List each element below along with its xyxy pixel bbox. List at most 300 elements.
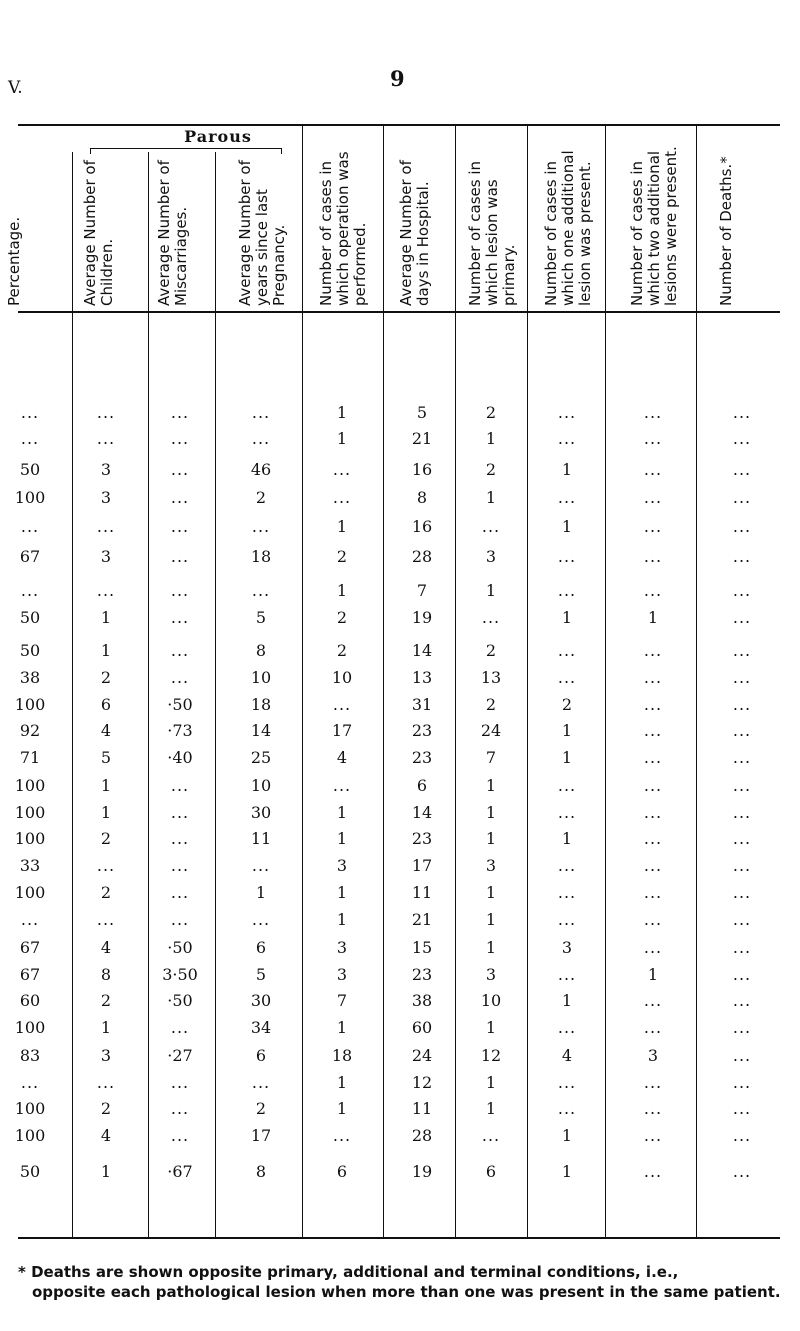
table-cell: 3	[647, 1046, 659, 1065]
column-divider	[696, 126, 697, 1237]
table-cell: 19	[411, 608, 433, 627]
table-cell: 2	[485, 403, 497, 422]
table-cell: 17	[250, 1126, 272, 1145]
table-cell: 23	[411, 748, 433, 767]
table-cell: ...	[557, 883, 577, 902]
table-cell: ...	[332, 776, 352, 795]
table-cell: 60	[411, 1018, 433, 1037]
table-cell: ...	[170, 517, 190, 536]
table-cell: 10	[250, 776, 272, 795]
table-cell: 92	[19, 721, 41, 740]
table-cell: ...	[557, 581, 577, 600]
table-cell: 3	[561, 938, 573, 957]
table-cell: ...	[20, 581, 40, 600]
table-cell: 25	[250, 748, 272, 767]
table-cell: ...	[20, 403, 40, 422]
table-cell: 50	[19, 608, 41, 627]
table-cell: ...	[643, 748, 663, 767]
table-cell: 5	[255, 608, 267, 627]
column-divider	[605, 126, 606, 1237]
table-cell: ·40	[167, 748, 193, 767]
table-cell: ...	[643, 883, 663, 902]
table-cell: 23	[411, 721, 433, 740]
column-header: Percentage.	[5, 216, 23, 306]
table-cell: ...	[20, 517, 40, 536]
table-cell: 1	[485, 938, 497, 957]
table-cell: 1	[485, 803, 497, 822]
table-cell: 31	[411, 695, 433, 714]
table-cell: ...	[170, 429, 190, 448]
table-cell: ...	[96, 910, 116, 929]
table-cell: ...	[96, 429, 116, 448]
table-cell: ...	[557, 668, 577, 687]
table-cell: ...	[643, 517, 663, 536]
table-cell: 30	[250, 991, 272, 1010]
table-cell: 4	[100, 938, 112, 957]
table-cell: 2	[336, 547, 348, 566]
table-cell: ...	[732, 965, 752, 984]
table-cell: ...	[96, 517, 116, 536]
table-cell: 5	[416, 403, 428, 422]
table-bottom-rule	[18, 1237, 780, 1239]
table-cell: ...	[732, 938, 752, 957]
table-cell: 67	[19, 938, 41, 957]
table-cell: 1	[647, 965, 659, 984]
table-cell: ...	[332, 695, 352, 714]
table-cell: 100	[14, 488, 46, 507]
table-cell: 19	[411, 1162, 433, 1181]
table-cell: ...	[732, 608, 752, 627]
table-cell: 18	[250, 695, 272, 714]
table-cell: ...	[332, 460, 352, 479]
table-cell: ...	[96, 403, 116, 422]
table-cell: 8	[100, 965, 112, 984]
footnote	[18, 1262, 798, 1302]
table-cell: 14	[250, 721, 272, 740]
table-cell: ...	[557, 910, 577, 929]
table-cell: ·67	[167, 1162, 193, 1181]
column-header: Number of cases in which operation was performed.	[317, 151, 369, 306]
table-cell: 10	[480, 991, 502, 1010]
table-cell: 38	[411, 991, 433, 1010]
table-cell: 3	[100, 488, 112, 507]
table-cell: ...	[732, 460, 752, 479]
table-cell: ...	[732, 668, 752, 687]
table-cell: 1	[336, 883, 348, 902]
table-cell: 7	[485, 748, 497, 767]
table-cell: 33	[19, 856, 41, 875]
table-cell: 1	[485, 776, 497, 795]
table-cell: ...	[557, 803, 577, 822]
table-cell: 6	[255, 1046, 267, 1065]
parous-group-title: Parous	[184, 127, 252, 146]
table-cell: ...	[643, 641, 663, 660]
table-cell: ...	[170, 1126, 190, 1145]
table-cell: 3	[336, 938, 348, 957]
table-cell: 1	[561, 608, 573, 627]
table-cell: 100	[14, 776, 46, 795]
table-cell: 2	[100, 1099, 112, 1118]
table-cell: 3	[336, 965, 348, 984]
table-cell: ...	[732, 517, 752, 536]
table-cell: 3	[336, 856, 348, 875]
table-cell: 1	[647, 608, 659, 627]
table-cell: ...	[557, 547, 577, 566]
table-cell: ...	[170, 883, 190, 902]
table-cell: ...	[732, 641, 752, 660]
table-cell: ...	[170, 460, 190, 479]
table-cell: 2	[255, 1099, 267, 1118]
table-cell: 3	[485, 965, 497, 984]
table-cell: ...	[481, 1126, 501, 1145]
table-cell: ·73	[167, 721, 193, 740]
table-cell: 1	[336, 910, 348, 929]
table-cell: ·50	[167, 991, 193, 1010]
table-cell: 8	[416, 488, 428, 507]
table-cell: ...	[251, 403, 271, 422]
table-cell: ...	[20, 1073, 40, 1092]
table-cell: 2	[485, 641, 497, 660]
table-cell: ...	[557, 776, 577, 795]
table-cell: ...	[170, 829, 190, 848]
table-cell: 30	[250, 803, 272, 822]
table-cell: 100	[14, 883, 46, 902]
table-cell: 1	[485, 1099, 497, 1118]
table-cell: ...	[170, 776, 190, 795]
table-cell: ...	[643, 547, 663, 566]
table-cell: ...	[732, 429, 752, 448]
table-cell: 11	[411, 883, 433, 902]
table-cell: 3	[485, 547, 497, 566]
table-cell: 46	[250, 460, 272, 479]
table-cell: 1	[336, 403, 348, 422]
corner-mark: V.	[8, 78, 23, 98]
footnote-line-1: * Deaths are shown opposite primary, additional and terminal conditions, i.e.,	[18, 1263, 679, 1281]
table-cell: ...	[170, 910, 190, 929]
column-header: Number of cases in which two additional lesions were present.	[628, 146, 680, 306]
table-cell: ...	[732, 1126, 752, 1145]
table-cell: ...	[732, 695, 752, 714]
table-cell: ...	[170, 581, 190, 600]
table-cell: 1	[561, 829, 573, 848]
table-cell: 1	[100, 803, 112, 822]
table-cell: ...	[732, 748, 752, 767]
table-cell: ...	[643, 488, 663, 507]
table-cell: 100	[14, 1018, 46, 1037]
table-cell: ...	[732, 1162, 752, 1181]
table-cell: ...	[732, 488, 752, 507]
table-cell: 100	[14, 1126, 46, 1145]
table-cell: 3	[485, 856, 497, 875]
table-cell: ...	[557, 856, 577, 875]
table-cell: 1	[100, 776, 112, 795]
table-cell: 100	[14, 829, 46, 848]
table-cell: 2	[485, 460, 497, 479]
column-divider	[215, 152, 216, 1237]
table-cell: ...	[643, 1162, 663, 1181]
table-cell: 21	[411, 429, 433, 448]
table-cell: 4	[100, 721, 112, 740]
table-cell: ...	[481, 517, 501, 536]
table-cell: 83	[19, 1046, 41, 1065]
table-cell: ...	[557, 1099, 577, 1118]
table-cell: 1	[561, 517, 573, 536]
table-cell: 1	[485, 883, 497, 902]
table-cell: ...	[557, 641, 577, 660]
table-cell: 6	[255, 938, 267, 957]
table-cell: 15	[411, 938, 433, 957]
table-cell: ...	[732, 1099, 752, 1118]
table-cell: 50	[19, 1162, 41, 1181]
table-cell: 14	[411, 803, 433, 822]
table-cell: 1	[561, 721, 573, 740]
table-cell: ...	[732, 829, 752, 848]
column-header: Average Number of days in Hospital.	[397, 160, 432, 306]
table-cell: 1	[336, 803, 348, 822]
table-cell: 5	[255, 965, 267, 984]
table-cell: ...	[170, 856, 190, 875]
table-cell: ...	[170, 803, 190, 822]
table-cell: ...	[481, 608, 501, 627]
table-cell: ...	[643, 695, 663, 714]
table-cell: ...	[332, 1126, 352, 1145]
table-cell: 2	[485, 695, 497, 714]
table-cell: ...	[251, 517, 271, 536]
table-cell: ...	[170, 488, 190, 507]
table-cell: 1	[561, 460, 573, 479]
table-cell: 11	[411, 1099, 433, 1118]
table-cell: 50	[19, 641, 41, 660]
table-cell: 100	[14, 1099, 46, 1118]
table-cell: 2	[336, 641, 348, 660]
table-cell: 3·50	[162, 965, 198, 984]
table-cell: ·27	[167, 1046, 193, 1065]
column-divider	[302, 126, 303, 1237]
table-cell: 14	[411, 641, 433, 660]
table-cell: 3	[100, 1046, 112, 1065]
table-cell: ...	[732, 1073, 752, 1092]
table-cell: ...	[332, 488, 352, 507]
table-cell: ...	[251, 910, 271, 929]
table-cell: 1	[336, 581, 348, 600]
column-header: Number of cases in which lesion was primary.	[466, 161, 518, 306]
table-cell: 2	[100, 668, 112, 687]
table-cell: ...	[643, 829, 663, 848]
table-cell: 67	[19, 547, 41, 566]
table-cell: ...	[732, 581, 752, 600]
table-cell: 1	[336, 1018, 348, 1037]
table-cell: 4	[336, 748, 348, 767]
table-cell: 4	[100, 1126, 112, 1145]
table-cell: 2	[255, 488, 267, 507]
table-cell: ...	[643, 910, 663, 929]
table-cell: 1	[485, 910, 497, 929]
table-cell: ...	[557, 403, 577, 422]
table-cell: 7	[416, 581, 428, 600]
table-cell: ...	[96, 581, 116, 600]
table-cell: 100	[14, 695, 46, 714]
table-cell: 6	[100, 695, 112, 714]
table-cell: ...	[732, 1046, 752, 1065]
table-cell: ...	[170, 608, 190, 627]
table-header-rule	[18, 311, 780, 313]
table-cell: 1	[485, 1073, 497, 1092]
table-cell: 2	[100, 991, 112, 1010]
table-cell: ...	[20, 429, 40, 448]
table-cell: 8	[255, 641, 267, 660]
table-cell: ...	[732, 547, 752, 566]
table-cell: ...	[732, 883, 752, 902]
table-cell: 28	[411, 547, 433, 566]
table-cell: ...	[251, 856, 271, 875]
table-cell: ...	[643, 668, 663, 687]
table-cell: 13	[480, 668, 502, 687]
table-cell: 17	[331, 721, 353, 740]
table-cell: ...	[643, 429, 663, 448]
table-cell: 7	[336, 991, 348, 1010]
footnote-line-2: opposite each pathological lesion when more than one was present in the same patient.	[32, 1283, 781, 1301]
table-cell: 1	[336, 517, 348, 536]
table-cell: 1	[336, 829, 348, 848]
table-cell: 1	[100, 608, 112, 627]
table-cell: ·50	[167, 938, 193, 957]
table-cell: 10	[250, 668, 272, 687]
column-divider	[455, 126, 456, 1237]
table-cell: ...	[96, 856, 116, 875]
table-cell: 50	[19, 460, 41, 479]
table-cell: 1	[336, 1073, 348, 1092]
table-cell: ...	[170, 1099, 190, 1118]
column-divider	[148, 152, 149, 1237]
table-cell: ...	[643, 581, 663, 600]
table-cell: 1	[561, 991, 573, 1010]
table-cell: 1	[255, 883, 267, 902]
table-cell: ...	[170, 668, 190, 687]
table-cell: ...	[643, 991, 663, 1010]
table-cell: ...	[557, 429, 577, 448]
table-cell: 23	[411, 829, 433, 848]
table-cell: 1	[100, 1162, 112, 1181]
table-cell: 3	[100, 460, 112, 479]
table-cell: 21	[411, 910, 433, 929]
table-cell: 12	[480, 1046, 502, 1065]
table-cell: 5	[100, 748, 112, 767]
table-cell: 4	[561, 1046, 573, 1065]
table-cell: 6	[336, 1162, 348, 1181]
table-cell: ...	[170, 641, 190, 660]
table-cell: 1	[336, 429, 348, 448]
table-cell: ...	[557, 1018, 577, 1037]
table-cell: ...	[170, 547, 190, 566]
table-cell: 2	[100, 883, 112, 902]
column-divider	[383, 126, 384, 1237]
column-header: Number of cases in which one additional lesion was present.	[542, 150, 594, 306]
table-cell: 17	[411, 856, 433, 875]
table-cell: ...	[732, 991, 752, 1010]
table-cell: 28	[411, 1126, 433, 1145]
table-cell: ...	[643, 460, 663, 479]
column-divider	[527, 126, 528, 1237]
table-cell: ...	[170, 1018, 190, 1037]
column-header: Number of Deaths.*	[717, 156, 735, 306]
table-cell: ...	[557, 1073, 577, 1092]
table-cell: 1	[485, 488, 497, 507]
table-cell: ...	[96, 1073, 116, 1092]
table-cell: 71	[19, 748, 41, 767]
table-cell: 2	[100, 829, 112, 848]
table-cell: 6	[416, 776, 428, 795]
table-cell: ...	[643, 776, 663, 795]
table-cell: ...	[643, 403, 663, 422]
table-cell: ...	[20, 910, 40, 929]
table-cell: 24	[411, 1046, 433, 1065]
table-cell: 16	[411, 517, 433, 536]
table-cell: 2	[561, 695, 573, 714]
table-cell: ...	[732, 721, 752, 740]
table-cell: ...	[643, 1099, 663, 1118]
table-cell: 60	[19, 991, 41, 1010]
table-cell: 8	[255, 1162, 267, 1181]
table-cell: 1	[485, 429, 497, 448]
table-cell: 18	[250, 547, 272, 566]
table-cell: 38	[19, 668, 41, 687]
table-cell: ...	[732, 776, 752, 795]
table-cell: 13	[411, 668, 433, 687]
table-cell: 18	[331, 1046, 353, 1065]
table-cell: ...	[251, 429, 271, 448]
table-cell: ...	[557, 488, 577, 507]
table-cell: 24	[480, 721, 502, 740]
table-cell: 1	[561, 748, 573, 767]
table-cell: ...	[643, 856, 663, 875]
table-cell: ...	[170, 403, 190, 422]
table-cell: 1	[561, 1126, 573, 1145]
table-cell: ...	[643, 1018, 663, 1037]
column-divider	[72, 152, 73, 1237]
table-cell: ...	[643, 1073, 663, 1092]
table-cell: 100	[14, 803, 46, 822]
table-cell: 3	[100, 547, 112, 566]
table-cell: 1	[336, 1099, 348, 1118]
table-cell: 12	[411, 1073, 433, 1092]
table-cell: 10	[331, 668, 353, 687]
table-cell: ...	[643, 803, 663, 822]
table-cell: 1	[485, 581, 497, 600]
table-cell: ...	[170, 1073, 190, 1092]
page-number: 9	[390, 66, 405, 91]
table-cell: 16	[411, 460, 433, 479]
table-cell: ...	[557, 965, 577, 984]
table-cell: 1	[100, 1018, 112, 1037]
table-top-rule	[18, 124, 780, 126]
table-cell: 1	[485, 1018, 497, 1037]
column-header: Average Number of Miscarriages.	[155, 160, 190, 306]
table-cell: ...	[732, 403, 752, 422]
table-cell: 6	[485, 1162, 497, 1181]
table-cell: ...	[643, 721, 663, 740]
table-cell: ...	[732, 1018, 752, 1037]
table-cell: 1	[561, 1162, 573, 1181]
table-cell: ...	[732, 910, 752, 929]
table-cell: ...	[251, 581, 271, 600]
table-cell: 11	[250, 829, 272, 848]
table-cell: 34	[250, 1018, 272, 1037]
table-cell: 67	[19, 965, 41, 984]
table-cell: 2	[336, 608, 348, 627]
table-cell: ...	[732, 803, 752, 822]
table-cell: 23	[411, 965, 433, 984]
column-header: Average Number of Children.	[81, 160, 116, 306]
